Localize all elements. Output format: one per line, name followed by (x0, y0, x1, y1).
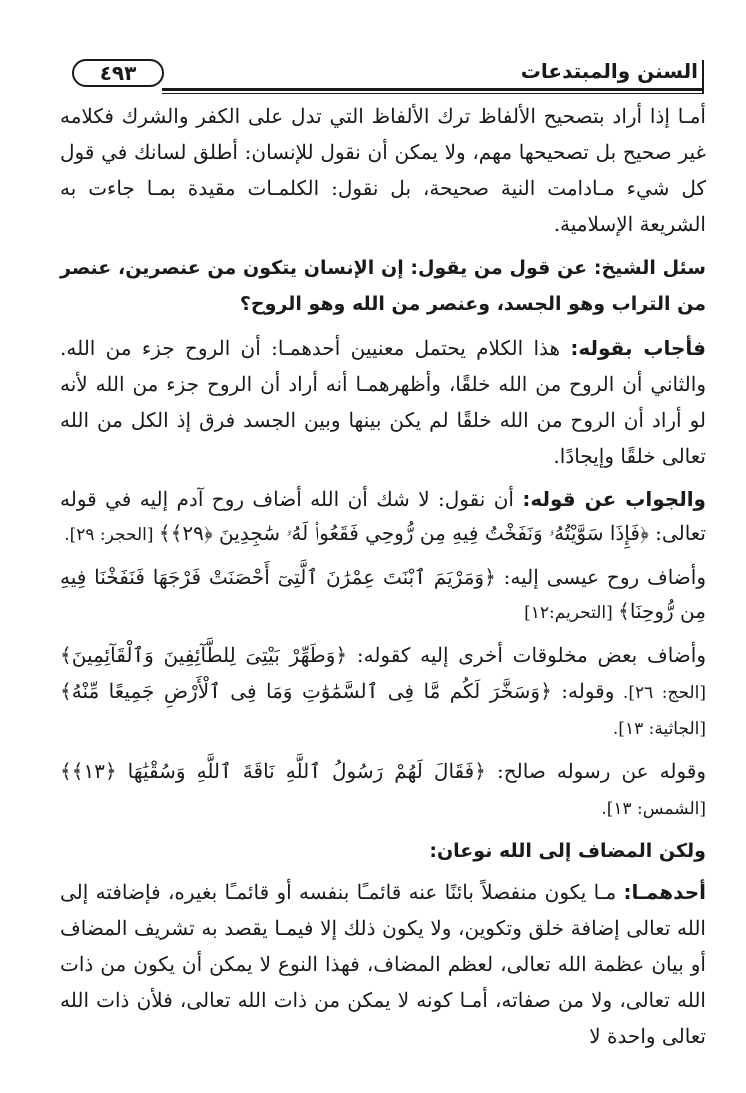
quran-verse: ﴿وَمَرْيَمَ ٱبْنَتَ عِمْرَٰنَ ٱلَّتِىٓ أَحْصَنَتْ فَرْجَهَا فَنَفَخْنَا فِيهِ مِن رُّوحِنَا﴾ (60, 565, 706, 623)
header-rule-thick (162, 88, 704, 91)
header-rule-thin (162, 93, 704, 94)
paragraph (60, 874, 706, 1054)
paragraph-text: وقوله: (551, 679, 615, 703)
verse-reference: [الحج: ٢٦]. (614, 683, 706, 703)
paragraph-text: وأضاف بعض مخلوقات أخرى إليه كقوله: (347, 643, 706, 667)
quran-verse: ﴿فَإِذَا سَوَّيْتُهُۥ وَنَفَخْتُ فِيهِ مِن رُّوحِي فَقَعُوا۟ لَهُۥ سَٰجِدِينَ ﴿٢٩﴾﴾ (158, 521, 649, 545)
paragraph-text: وأضاف روح عيسى إليه: (495, 565, 706, 589)
running-title: السنن والمبتدعات (520, 59, 698, 83)
paragraph-text: أمـا إذا أراد بتصحيح الألفاظ ترك الألفاظ التي تدل على الكفر والشرك فكلامه غير صحيح بل تصحيحها مهم، ولا يمكن أن نقول للإنسان: أطلق لسانك في قول كل شيء مـادامت النية صحيحة، بل نقول: الكلمـات مقيدة بمـا جاءت به الشريعة الإسلامية. (60, 104, 706, 236)
answer-text: هذا الكلام يحتمل معنيين أحدهمـا: أن الروح جزء من الله. والثاني أن الروح من الله خلقًا، وأظهرهمـا أنه أراد أن الروح جزء من الله لأنه لو أراد أن الروح من الله خلقًا لم يكن بينها وبين الجسد فرق إذ الكل من الله تعالى خلقًا وإيجادًا. (60, 336, 706, 468)
page-body (60, 98, 706, 1062)
question-paragraph (60, 250, 706, 322)
verse-reference: [الحجر: ٢٩]. (64, 525, 159, 545)
paragraph (60, 560, 706, 630)
quran-verse: ﴿فَقَالَ لَهُمْ رَسُولُ ٱللَّهِ نَاقَةَ ٱللَّهِ وَسُقْيَٰهَا ﴿١٣﴾﴾ (60, 759, 486, 783)
reply-lead: والجواب عن قوله: (522, 487, 706, 511)
paragraph (60, 754, 706, 826)
paragraph-text: وقوله عن رسوله صالح: (485, 759, 707, 783)
page-number: ٤٩٣ (72, 59, 164, 87)
reply-paragraph (60, 482, 706, 552)
question-text: سئل الشيخ: عن قول من يقول: إن الإنسان يتكون من عنصرين، عنصر من التراب وهو الجسد، وعنصر من الله وهو الروح؟ (60, 257, 706, 315)
quran-verse: ﴿وَسَخَّرَ لَكُم مَّا فِى ٱلسَّمَٰوَٰتِ وَمَا فِى ٱلْأَرْضِ جَمِيعًا مِّنْهُ﴾ (60, 679, 552, 703)
paragraph (60, 638, 706, 746)
section-heading: ولكن المضاف إلى الله نوعان: (429, 840, 706, 862)
answer-paragraph (60, 330, 706, 474)
verse-reference: [الشمس: ١٣]. (601, 799, 706, 819)
paragraph (60, 98, 706, 242)
answer-lead: فأجاب بقوله: (570, 336, 706, 360)
quran-verse: ﴿وَطَهِّرْ بَيْتِىَ لِلطَّآئِفِينَ وَٱلْقَآئِمِينَ﴾ (60, 643, 348, 667)
verse-reference: [الجاثية: ١٣]. (612, 719, 706, 739)
paragraph-lead: أحدهمـا: (623, 880, 706, 904)
running-header (58, 52, 704, 92)
verse-reference: [التحريم:١٢] (524, 603, 619, 623)
paragraph-text: مـا يكون منفصلاً بائنًا عنه قائمـًا بنفسه أو قائمـًا بغيره، فإضافته إلى الله تعالى إضافة خلق وتكوين، ولا يكون ذلك إلا فيمـا يقصد به تشريف المضاف أو بيان عظمة الله تعالى، لعظم المضاف، فهذا النوع لا يمكن أن يكون من ذات الله تعالى، ولا من صفاته، أمـا كونه لا يمكن من ذات الله تعالى، فلأن ذات الله تعالى واحدة لا (60, 880, 706, 1048)
reply-text: أن نقول: لا شك أن الله أضاف روح آدم إليه في قوله تعالى: (60, 487, 706, 545)
